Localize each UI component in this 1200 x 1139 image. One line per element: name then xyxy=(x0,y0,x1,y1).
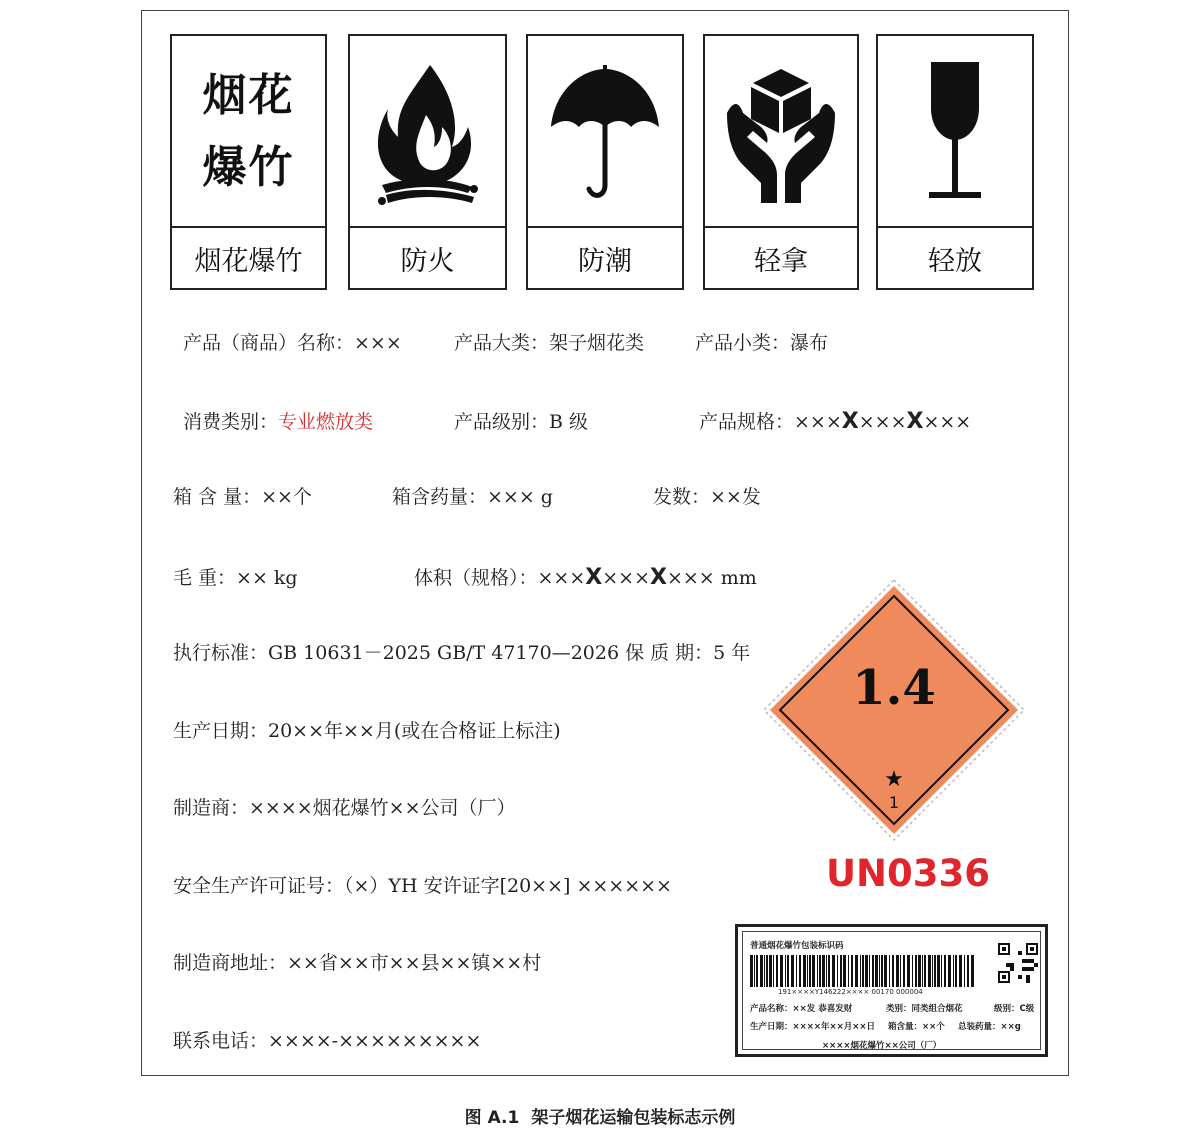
product-category: 产品大类：架子烟花类 xyxy=(454,332,645,354)
manufacturer: 制造商：××××烟花爆竹××公司（厂） xyxy=(173,797,516,819)
figure-number: 图 A.1 xyxy=(464,1108,520,1128)
product-spec xyxy=(699,407,971,434)
box-count: 箱 含 量：××个 xyxy=(173,486,312,508)
symbol-handle xyxy=(703,34,859,290)
fragile-label: 轻放 xyxy=(878,226,1032,288)
id-production-date: 生产日期：××××年××月××日 xyxy=(750,1022,875,1032)
hazard-diamond xyxy=(762,578,1026,842)
gross-weight: 毛 重：×× kg xyxy=(173,567,298,589)
production-date: 生产日期：20××年××月(或在合格证上标注) xyxy=(173,720,561,742)
fireworks-big-line1: 烟花 xyxy=(202,70,295,121)
un-number: UN0336 xyxy=(826,852,990,895)
umbrella-icon xyxy=(545,57,665,207)
manufacturer-address: 制造商地址：××省××市××县××镇××村 xyxy=(173,952,542,974)
qr-code xyxy=(998,943,1038,983)
wine-glass-icon xyxy=(915,52,995,212)
volume xyxy=(414,563,757,590)
product-grade: 产品级别：B 级 xyxy=(454,411,589,433)
figure-caption xyxy=(0,1103,1200,1128)
consumer-type-value: 专业燃放类 xyxy=(278,411,374,433)
id-product-name: 产品名称：××发 恭喜发财 xyxy=(750,1004,853,1014)
volume-multiply-2: X xyxy=(650,565,667,590)
contact-phone: 联系电话：××××-××××××××× xyxy=(173,1030,482,1052)
symbol-fire xyxy=(348,34,507,290)
symbol-fireworks xyxy=(170,34,327,290)
id-label-title: 普通烟花爆竹包装标识码 xyxy=(750,941,844,951)
symbol-moisture xyxy=(526,34,684,290)
id-manufacturer: ××××烟花爆竹××公司（厂） xyxy=(822,1041,942,1051)
id-box-count: 箱含量：××个 xyxy=(888,1022,945,1032)
package-id-label xyxy=(735,924,1048,1057)
product-name: 产品（商品）名称：××× xyxy=(183,332,402,354)
hands-box-icon xyxy=(721,57,841,207)
volume-part-2: ××× xyxy=(602,567,650,589)
safety-license: 安全生产许可证号：（×）YH 安许证字[20××] ×××××× xyxy=(173,875,672,897)
flame-icon xyxy=(368,57,488,207)
barcode-text: 191××××Y146222×××× 00170 000004 xyxy=(778,988,923,996)
symbol-fragile xyxy=(876,34,1034,290)
fire-label: 防火 xyxy=(350,226,505,288)
hazard-star: ★ xyxy=(884,767,904,792)
box-powder: 箱含药量：××× g xyxy=(392,486,553,508)
volume-part-1: 体积（规格）：××× xyxy=(414,567,586,589)
fireworks-label: 烟花爆竹 xyxy=(172,226,325,288)
fireworks-big-line2: 爆竹 xyxy=(202,142,295,193)
figure-title: 架子烟花运输包装标志示例 xyxy=(531,1108,736,1128)
product-subcategory: 产品小类：瀑布 xyxy=(695,332,829,354)
volume-part-3: ××× mm xyxy=(666,567,757,589)
volume-multiply-1: X xyxy=(585,565,603,590)
spec-part-3: ××× xyxy=(923,411,972,433)
consumer-type-label: 消费类别： xyxy=(183,411,279,433)
barcode xyxy=(750,955,976,987)
spec-multiply-1: X xyxy=(841,409,859,434)
id-grade: 级别：C级 xyxy=(994,1004,1035,1014)
id-category: 类别：同类组合烟花 xyxy=(886,1004,963,1014)
hazard-division: 1.4 xyxy=(852,660,936,716)
hazard-class-number: 1 xyxy=(888,793,900,812)
consumer-type xyxy=(183,407,373,434)
spec-part-2: ××× xyxy=(858,411,907,433)
shot-count: 发数：××发 xyxy=(653,486,761,508)
standard-and-shelf-life: 执行标准：GB 10631－2025 GB/T 47170—2026 保 质 期：5 年 xyxy=(173,642,751,664)
spec-multiply-2: X xyxy=(906,409,924,434)
moisture-label: 防潮 xyxy=(528,226,682,288)
fireworks-text-art xyxy=(172,36,325,228)
spec-part-1: 产品规格：××× xyxy=(699,411,842,433)
id-total-powder: 总装药量：××g xyxy=(958,1022,1021,1032)
handle-label: 轻拿 xyxy=(705,226,857,288)
